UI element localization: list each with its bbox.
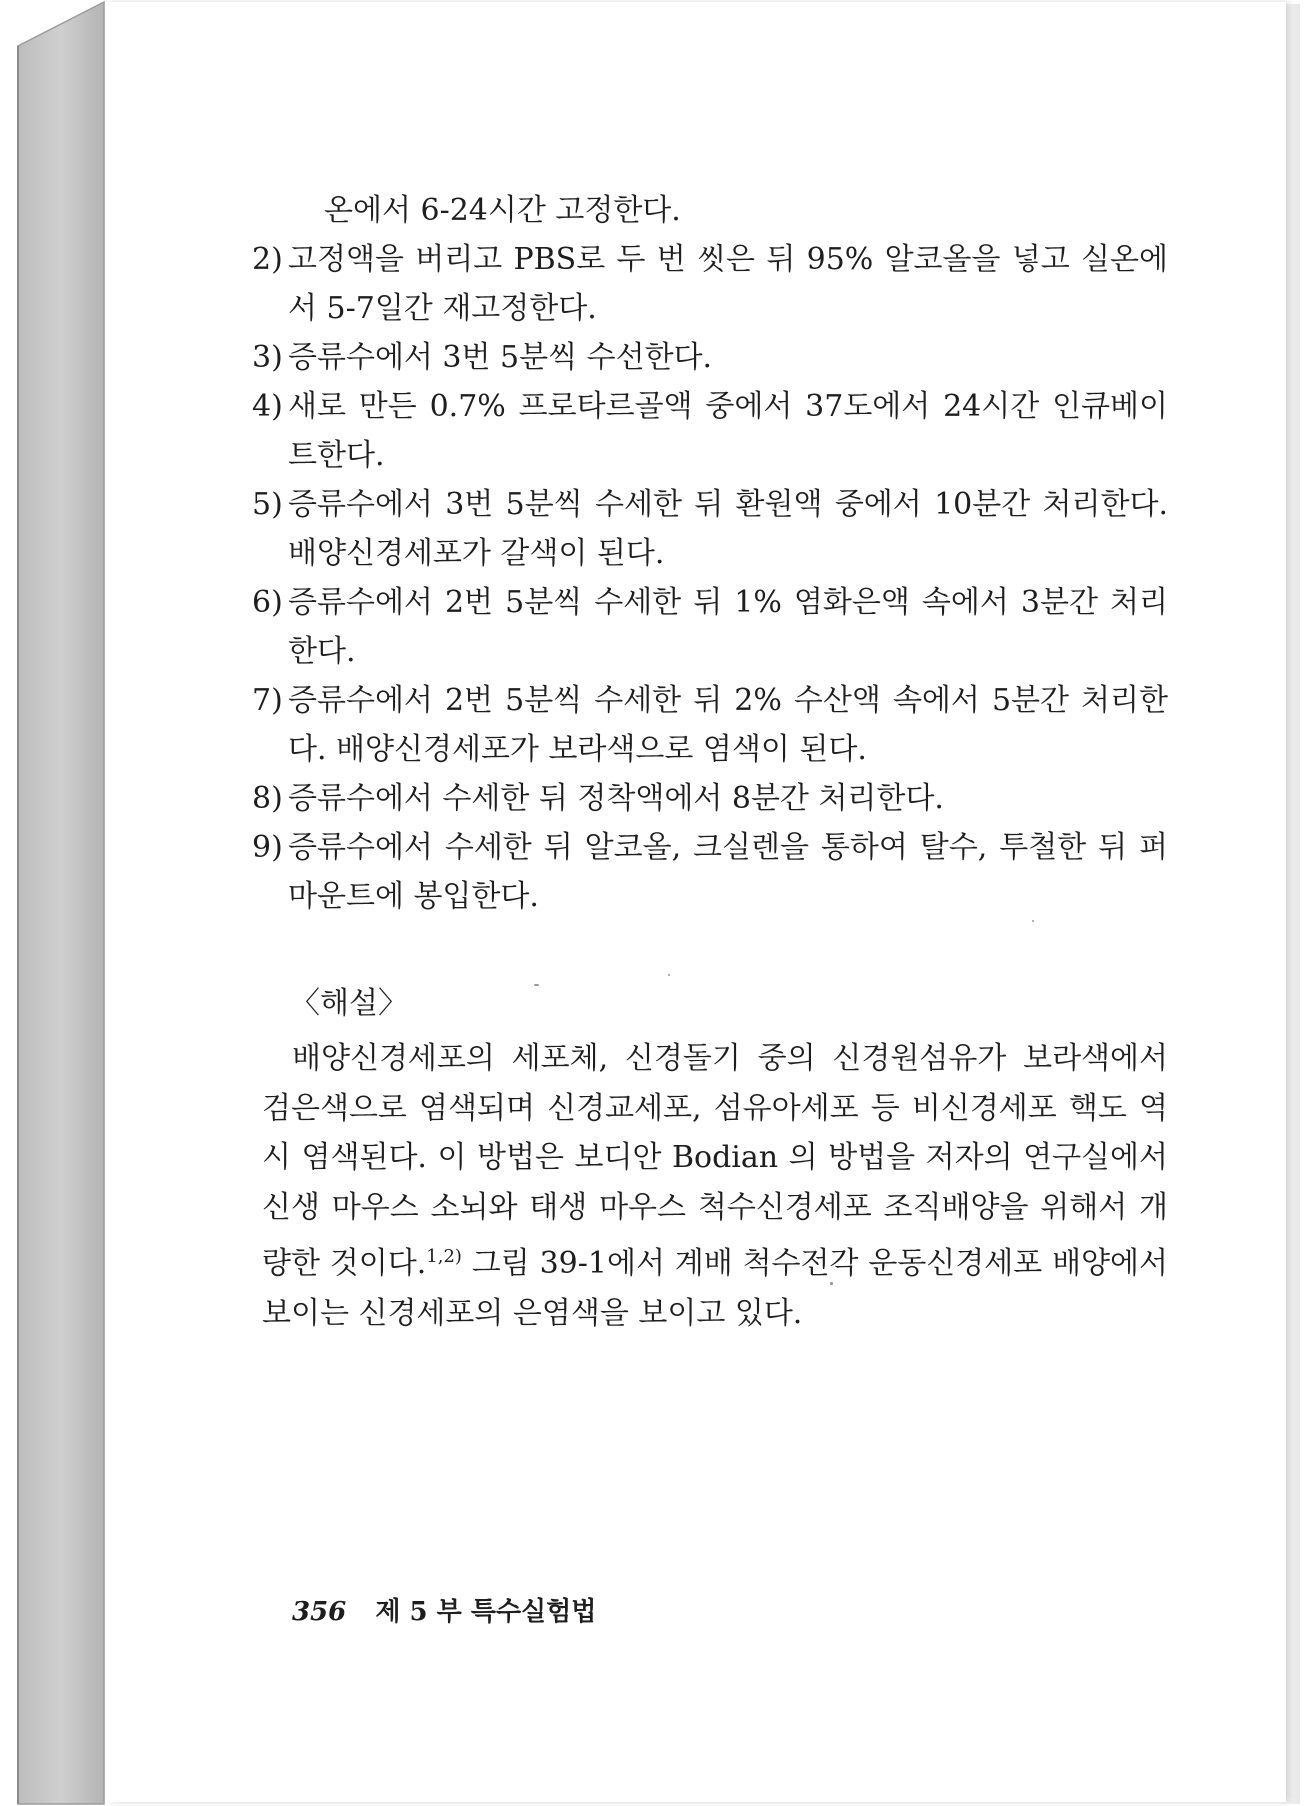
reference-marker: 1,2)	[426, 1246, 462, 1267]
step-7	[252, 676, 1168, 774]
step-text: 온에서 6-24시간 고정한다.	[324, 193, 681, 228]
step-text: 증류수에서 3번 5분씩 수세한 뒤 환원액 중에서 10분간 처리한다. 배양신경세포가 갈색이 된다.	[288, 487, 1168, 571]
step-number: 3)	[252, 340, 283, 375]
scan-speck	[1032, 920, 1034, 922]
step-text: 증류수에서 수세한 뒤 정착액에서 8분간 처리한다.	[288, 781, 944, 816]
step-text: 증류수에서 2번 5분씩 수세한 뒤 1% 염화은액 속에서 3분간 처리한다.	[288, 585, 1168, 669]
step-text: 고정액을 버리고 PBS로 두 번 씻은 뒤 95% 알코올을 넣고 실온에서 5-7일간 재고정한다.	[288, 242, 1168, 326]
step-3	[252, 333, 1168, 382]
step-number: 9)	[252, 830, 283, 865]
step-text: 증류수에서 수세한 뒤 알코올, 크실렌을 통하여 탈수, 투철한 뒤 퍼마운트에 봉입한다.	[288, 830, 1168, 914]
procedure-steps	[252, 186, 1168, 921]
step-number: 2)	[252, 242, 283, 277]
page-number: 356	[292, 1597, 347, 1627]
step-number: 7)	[252, 683, 283, 718]
step-number: 4)	[252, 389, 283, 424]
step-text: 새로 만든 0.7% 프로타르골액 중에서 37도에서 24시간 인큐베이트한다.	[288, 389, 1168, 473]
step-1-continuation	[288, 186, 1168, 235]
step-9	[252, 823, 1168, 921]
commentary-paragraph	[262, 1034, 1168, 1338]
step-number: 8)	[252, 781, 283, 816]
step-2	[252, 235, 1168, 333]
step-number: 6)	[252, 585, 283, 620]
commentary-text-continued: 그림 39-1에서 계배 척수전각 운동신경세포 배양에서 보이는 신경세포의 은염색을 보이고 있다.	[262, 1246, 1168, 1331]
step-5	[252, 480, 1168, 578]
scan-speck	[668, 974, 670, 976]
page-footer	[292, 1592, 596, 1632]
step-4	[252, 382, 1168, 480]
step-8	[252, 774, 1168, 823]
commentary-text: 배양신경세포의 세포체, 신경돌기 중의 신경원섬유가 보라색에서 검은색으로 염색되며 신경교세포, 섬유아세포 등 비신경세포 핵도 역시 염색된다. 이 방법은 보디안 Bodian 의 방법을 저자의 연구실에서 신생 마우스 소뇌와 태생 마우스 척수신경세포 조직배양을 위해서 개량한 것이다.	[262, 1041, 1168, 1281]
commentary-heading: 〈해설〉	[290, 986, 408, 1021]
section-title: 제 5 부 특수실험법	[375, 1597, 597, 1627]
step-6	[252, 578, 1168, 676]
step-text: 증류수에서 3번 5분씩 수선한다.	[288, 340, 713, 375]
scan-speck	[534, 984, 539, 986]
step-number: 5)	[252, 487, 283, 522]
scan-speck	[830, 1282, 833, 1285]
step-text: 증류수에서 2번 5분씩 수세한 뒤 2% 수산액 속에서 5분간 처리한다. 배양신경세포가 보라색으로 염색이 된다.	[288, 683, 1168, 767]
commentary-section	[262, 978, 1168, 1338]
